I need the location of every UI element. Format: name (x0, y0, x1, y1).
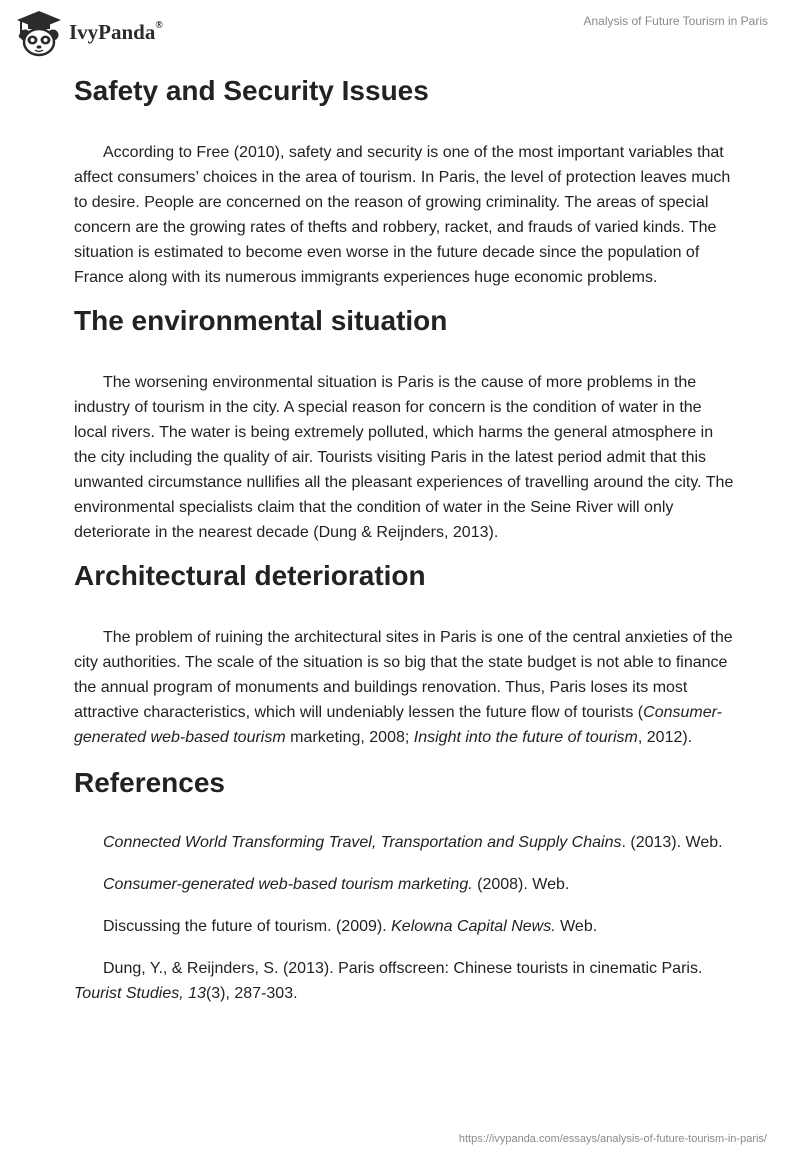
article-content (74, 70, 734, 1006)
section-heading-environment: The environmental situation (74, 305, 448, 336)
panda-logo-icon (15, 9, 63, 57)
section-heading-references: References (74, 767, 225, 798)
paragraph-safety: According to Free (2010), safety and security is one of the most important variables that affect consumers’ choices in the area of tourism. In Paris, the level of protection leaves much to desire. People are concerned on the reason of growing criminality. The areas of special concern are the growing rates of thefts and robbery, racket, and frauds of varied kinds. The situation is estimated to become even worse in the future decade since the population of France along with its numerous immigrants experiences huge economic problems. (74, 144, 731, 286)
section-heading-safety: Safety and Security Issues (74, 75, 429, 106)
reference-item: Dung, Y., & Reijnders, S. (2013). Paris offscreen: Chinese tourists in cinematic Paris. Tourist Studies, 13(3), 287-303. (74, 960, 703, 1002)
citation-consumer-generated: Consumer-generated web-based tourism (74, 704, 722, 746)
registered-mark: ® (155, 19, 163, 31)
reference-item: Consumer-generated web-based tourism marketing. (2008). Web. (103, 876, 570, 893)
header (0, 0, 800, 60)
paragraph-environment: The worsening environmental situation is Paris is the cause of more problems in the industry of tourism in the city. A special reason for concern is the condition of water in the local rivers. The water is being extremely polluted, which harms the general atmosphere in the city including the quality of air. Tourists visiting Paris in the latest period admit that this unwanted circumstance nullifies all the pleasant experiences of travelling around the city. The environmental specialists claim that the condition of water in the Seine River will only deteriorate in the nearest decade (Dung & Reijnders, 2013). (74, 374, 734, 541)
paragraph-architecture: The problem of ruining the architectural sites in Paris is one of the central anxieties of the city authorities. The scale of the situation is so big that the state budget is not able to finance the annual program of monuments and buildings renovation. Thus, Paris loses its most attractive characteristics, which will undeniably lessen the future flow of tourists (Consumer-generated web-based tourism marketing, 2008; Insight into the future of tourism, 2012). (74, 629, 733, 746)
section-heading-architecture: Architectural deterioration (74, 560, 426, 591)
source-url-link[interactable]: https://ivypanda.com/essays/analysis-of-future-tourism-in-paris/ (458, 1133, 767, 1145)
citation-insight-future: Insight into the future of tourism (413, 729, 638, 746)
brand-name: IvyPanda® (69, 19, 163, 44)
reference-item: Discussing the future of tourism. (2009). Kelowna Capital News. Web. (103, 918, 598, 935)
reference-item: Connected World Transforming Travel, Transportation and Supply Chains. (2013). Web. (103, 834, 723, 851)
logo[interactable] (15, 9, 163, 57)
document-title: Analysis of Future Tourism in Paris (583, 14, 768, 28)
